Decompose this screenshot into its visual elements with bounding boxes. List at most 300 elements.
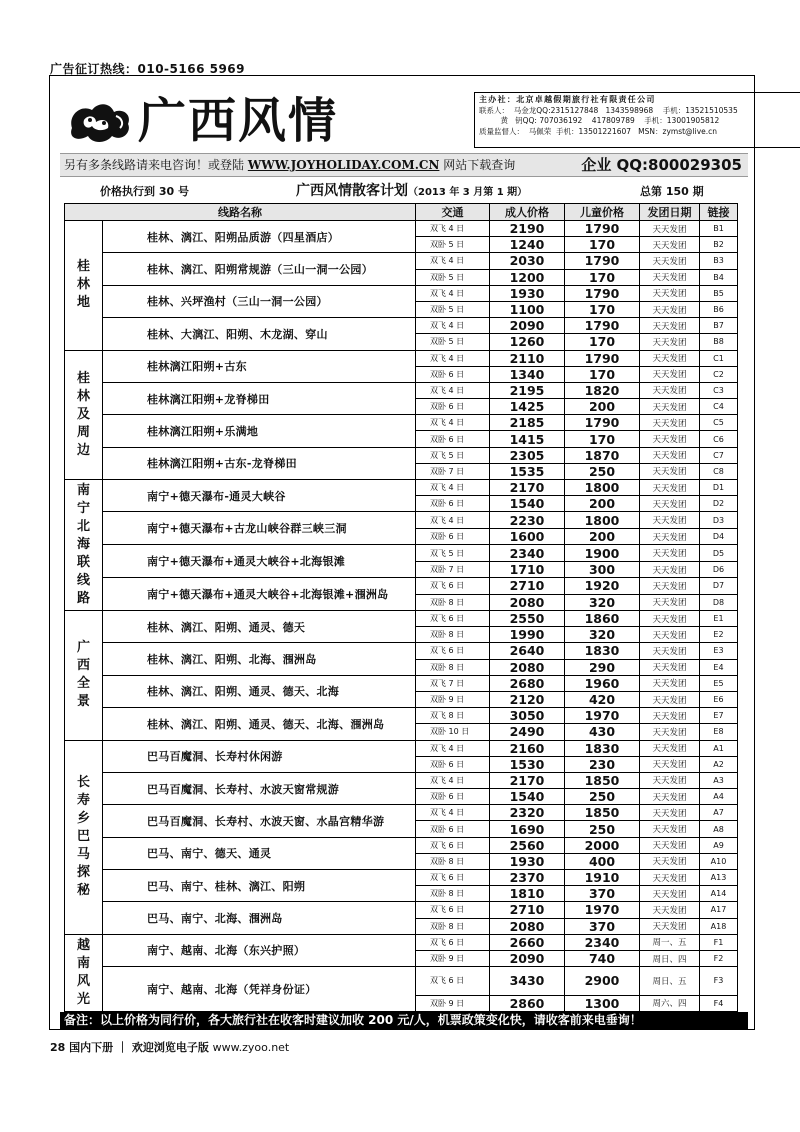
adult-price-cell: 1930 — [490, 853, 565, 869]
departure-cell: 天天发团 — [640, 366, 700, 382]
adult-price-cell: 2640 — [490, 643, 565, 659]
transport-cell: 双卧 8 日 — [416, 659, 490, 675]
route-name: 南宁+德天瀑布-通灵大峡谷 — [103, 480, 416, 512]
transport-cell: 双卧 5 日 — [416, 334, 490, 350]
departure-cell: 天天发团 — [640, 627, 700, 643]
route-code-cell: B5 — [700, 285, 738, 301]
departure-cell: 天天发团 — [640, 918, 700, 934]
adult-price-cell: 2090 — [490, 950, 565, 966]
table-row — [65, 805, 738, 821]
adult-price-cell: 1810 — [490, 886, 565, 902]
table-row — [65, 578, 738, 595]
plan-title — [296, 180, 527, 200]
child-price-cell: 1820 — [565, 382, 640, 398]
table-row — [65, 350, 738, 366]
route-name: 南宁、越南、北海（凭祥身份证） — [103, 967, 416, 1012]
adult-price-cell: 2490 — [490, 724, 565, 740]
route-code-cell: A4 — [700, 789, 738, 805]
transport-cell: 双卧 6 日 — [416, 366, 490, 382]
transport-cell: 双卧 5 日 — [416, 269, 490, 285]
header-child-price: 儿童价格 — [565, 204, 640, 221]
child-price-cell: 740 — [565, 950, 640, 966]
adult-price-cell: 1710 — [490, 561, 565, 577]
adult-price-cell: 1990 — [490, 627, 565, 643]
dragon-logo-icon — [66, 98, 136, 146]
adult-price-cell: 2710 — [490, 902, 565, 918]
departure-cell: 天天发团 — [640, 269, 700, 285]
route-name: 桂林、漓江、阳朔、通灵、德天、北海、涠洲岛 — [103, 708, 416, 740]
transport-cell: 双飞 6 日 — [416, 837, 490, 853]
table-body — [65, 221, 738, 1012]
table-row — [65, 611, 738, 627]
adult-price-cell: 1200 — [490, 269, 565, 285]
route-code-cell: D8 — [700, 594, 738, 610]
adult-price-cell: 1240 — [490, 237, 565, 253]
transport-cell: 双卧 7 日 — [416, 463, 490, 479]
route-code-cell: B7 — [700, 318, 738, 334]
departure-cell: 天天发团 — [640, 853, 700, 869]
route-name: 桂林、大漓江、阳朔、木龙湖、穿山 — [103, 318, 416, 350]
departure-cell: 天天发团 — [640, 463, 700, 479]
transport-cell: 双飞 4 日 — [416, 382, 490, 398]
route-code-cell: D6 — [700, 561, 738, 577]
route-code-cell: E8 — [700, 724, 738, 740]
route-name: 桂林漓江阳朔+龙脊梯田 — [103, 382, 416, 414]
page-number: 28 — [50, 1041, 66, 1054]
departure-cell: 天天发团 — [640, 886, 700, 902]
child-price-cell: 1850 — [565, 772, 640, 788]
route-code-cell: E7 — [700, 708, 738, 724]
departure-cell: 天天发团 — [640, 285, 700, 301]
route-code-cell: E6 — [700, 691, 738, 707]
route-name: 南宁+德天瀑布+通灵大峡谷+北海银滩+涠洲岛 — [103, 578, 416, 611]
departure-cell: 天天发团 — [640, 691, 700, 707]
transport-cell: 双飞 6 日 — [416, 870, 490, 886]
route-code-cell: D4 — [700, 529, 738, 545]
child-price-cell: 320 — [565, 594, 640, 610]
child-price-cell: 2340 — [565, 934, 640, 950]
child-price-cell: 430 — [565, 724, 640, 740]
transport-cell: 双飞 6 日 — [416, 578, 490, 595]
route-code-cell: F2 — [700, 950, 738, 966]
child-price-cell: 2000 — [565, 837, 640, 853]
adult-price-cell: 2305 — [490, 447, 565, 463]
departure-cell: 天天发团 — [640, 350, 700, 366]
child-price-cell: 1790 — [565, 253, 640, 269]
route-code-cell: A2 — [700, 756, 738, 772]
child-price-cell: 1800 — [565, 512, 640, 529]
child-price-cell: 200 — [565, 496, 640, 512]
transport-cell: 双飞 6 日 — [416, 934, 490, 950]
child-price-cell: 1800 — [565, 480, 640, 496]
route-name: 巴马、南宁、桂林、漓江、阳朔 — [103, 870, 416, 902]
adult-price-cell: 2120 — [490, 691, 565, 707]
route-code-cell: A13 — [700, 870, 738, 886]
child-price-cell: 1970 — [565, 708, 640, 724]
route-code-cell: C1 — [700, 350, 738, 366]
transport-cell: 双卧 6 日 — [416, 529, 490, 545]
departure-cell: 天天发团 — [640, 221, 700, 237]
departure-cell: 天天发团 — [640, 399, 700, 415]
header — [60, 90, 748, 152]
departure-cell: 周日、五 — [640, 967, 700, 995]
table-row — [65, 967, 738, 995]
route-code-cell: E2 — [700, 627, 738, 643]
transport-cell: 双飞 6 日 — [416, 611, 490, 627]
child-price-cell: 2900 — [565, 967, 640, 995]
region-label: 南 宁 北 海 联 线 路 — [65, 480, 103, 611]
departure-cell: 天天发团 — [640, 496, 700, 512]
table-row — [65, 708, 738, 724]
transport-cell: 双飞 5 日 — [416, 545, 490, 562]
transport-cell: 双飞 7 日 — [416, 675, 490, 691]
adult-price-cell: 1535 — [490, 463, 565, 479]
child-price-cell: 1790 — [565, 221, 640, 237]
child-price-cell: 170 — [565, 431, 640, 447]
transport-cell: 双飞 5 日 — [416, 447, 490, 463]
route-name: 桂林漓江阳朔+古东 — [103, 350, 416, 382]
header-transport: 交通 — [416, 204, 490, 221]
adult-price-cell: 1600 — [490, 529, 565, 545]
child-price-cell: 1790 — [565, 350, 640, 366]
route-code-cell: B8 — [700, 334, 738, 350]
transport-cell: 双卧 8 日 — [416, 627, 490, 643]
transport-cell: 双卧 5 日 — [416, 237, 490, 253]
departure-cell: 天天发团 — [640, 529, 700, 545]
adult-price-cell: 2660 — [490, 934, 565, 950]
route-code-cell: A18 — [700, 918, 738, 934]
adult-price-cell: 2560 — [490, 837, 565, 853]
remark-bar: 备注：以上价格为同行价，各大旅行社在收客时建议加收 200 元/人，机票政策变化快，请收客前来电垂询！ — [60, 1012, 748, 1029]
departure-cell: 天天发团 — [640, 578, 700, 595]
transport-cell: 双飞 4 日 — [416, 512, 490, 529]
child-price-cell: 170 — [565, 334, 640, 350]
departure-cell: 天天发团 — [640, 659, 700, 675]
route-name: 桂林、漓江、阳朔、通灵、德天 — [103, 611, 416, 643]
transport-cell: 双卧 8 日 — [416, 853, 490, 869]
route-name: 桂林漓江阳朔+乐满地 — [103, 415, 416, 447]
departure-cell: 天天发团 — [640, 545, 700, 562]
table-row — [65, 934, 738, 950]
adult-price-cell: 2550 — [490, 611, 565, 627]
adult-price-cell: 1540 — [490, 789, 565, 805]
transport-cell: 双卧 6 日 — [416, 496, 490, 512]
departure-cell: 天天发团 — [640, 870, 700, 886]
tour-price-table — [64, 203, 738, 1012]
route-code-cell: A1 — [700, 740, 738, 756]
transport-cell: 双飞 4 日 — [416, 253, 490, 269]
adult-price-cell: 2340 — [490, 545, 565, 562]
transport-cell: 双飞 4 日 — [416, 740, 490, 756]
transport-cell: 双飞 8 日 — [416, 708, 490, 724]
adult-price-cell: 2230 — [490, 512, 565, 529]
departure-cell: 天天发团 — [640, 480, 700, 496]
child-price-cell: 170 — [565, 366, 640, 382]
route-code-cell: C2 — [700, 366, 738, 382]
footer-url[interactable]: www.zyoo.net — [212, 1041, 290, 1054]
table-row — [65, 480, 738, 496]
route-code-cell: E3 — [700, 643, 738, 659]
adult-price-cell: 1690 — [490, 821, 565, 837]
route-code-cell: D2 — [700, 496, 738, 512]
transport-cell: 双卧 6 日 — [416, 821, 490, 837]
departure-cell: 天天发团 — [640, 561, 700, 577]
adult-price-cell: 2170 — [490, 480, 565, 496]
table-row — [65, 870, 738, 886]
child-price-cell: 370 — [565, 918, 640, 934]
adult-price-cell: 1425 — [490, 399, 565, 415]
region-label: 越 南 风 光 — [65, 934, 103, 1011]
adult-price-cell: 1340 — [490, 366, 565, 382]
transport-cell: 双卧 9 日 — [416, 950, 490, 966]
route-code-cell: D1 — [700, 480, 738, 496]
adult-price-cell: 2710 — [490, 578, 565, 595]
route-code-cell: E1 — [700, 611, 738, 627]
promo-text-group — [64, 154, 515, 176]
child-price-cell: 1300 — [565, 995, 640, 1011]
route-code-cell: B6 — [700, 301, 738, 317]
child-price-cell: 250 — [565, 789, 640, 805]
transport-cell: 双卧 7 日 — [416, 561, 490, 577]
adult-price-cell: 3430 — [490, 967, 565, 995]
region-label: 长 寿 乡 巴 马 探 秘 — [65, 740, 103, 934]
departure-cell: 天天发团 — [640, 447, 700, 463]
price-validity: 价格执行到 30 号 — [100, 185, 189, 198]
transport-cell: 双飞 6 日 — [416, 967, 490, 995]
route-name: 桂林、漓江、阳朔、通灵、德天、北海 — [103, 675, 416, 707]
child-price-cell: 400 — [565, 853, 640, 869]
route-code-cell: A14 — [700, 886, 738, 902]
child-price-cell: 250 — [565, 821, 640, 837]
route-name: 巴马、南宁、北海、涠洲岛 — [103, 902, 416, 934]
transport-cell: 双卧 6 日 — [416, 399, 490, 415]
transport-cell: 双飞 4 日 — [416, 350, 490, 366]
page-footer — [50, 1039, 289, 1055]
route-name: 巴马百魔洞、长寿村、水波天窗、水晶宫精华游 — [103, 805, 416, 837]
adult-price-cell: 2680 — [490, 675, 565, 691]
route-name: 南宁+德天瀑布+古龙山峡谷群三峡三洞 — [103, 512, 416, 545]
adult-price-cell: 2110 — [490, 350, 565, 366]
table-row — [65, 740, 738, 756]
table-row — [65, 285, 738, 301]
table-row — [65, 643, 738, 659]
table-row — [65, 772, 738, 788]
transport-cell: 双飞 4 日 — [416, 318, 490, 334]
website-link[interactable]: WWW.JOYHOLIDAY.COM.CN — [247, 158, 440, 172]
header-adult-price: 成人价格 — [490, 204, 565, 221]
departure-cell: 天天发团 — [640, 821, 700, 837]
adult-price-cell: 2185 — [490, 415, 565, 431]
transport-cell: 双飞 4 日 — [416, 805, 490, 821]
child-price-cell: 1790 — [565, 318, 640, 334]
table-row — [65, 382, 738, 398]
transport-cell: 双卧 8 日 — [416, 594, 490, 610]
transport-cell: 双卧 9 日 — [416, 691, 490, 707]
route-name: 南宁+德天瀑布+通灵大峡谷+北海银滩 — [103, 545, 416, 578]
child-price-cell: 170 — [565, 269, 640, 285]
table-row — [65, 902, 738, 918]
transport-cell: 双卧 6 日 — [416, 431, 490, 447]
table-row — [65, 221, 738, 237]
departure-cell: 天天发团 — [640, 837, 700, 853]
plan-subtitle — [60, 180, 748, 200]
route-code-cell: C7 — [700, 447, 738, 463]
departure-cell: 天天发团 — [640, 772, 700, 788]
transport-cell: 双飞 4 日 — [416, 772, 490, 788]
route-code-cell: B4 — [700, 269, 738, 285]
departure-cell: 天天发团 — [640, 902, 700, 918]
child-price-cell: 1970 — [565, 902, 640, 918]
table-row — [65, 447, 738, 463]
route-name: 桂林、兴坪渔村（三山一洞一公园） — [103, 285, 416, 317]
route-name: 南宁、越南、北海（东兴护照） — [103, 934, 416, 966]
departure-cell: 天天发团 — [640, 675, 700, 691]
issue-number: 总第 150 期 — [640, 185, 704, 198]
child-price-cell: 170 — [565, 301, 640, 317]
child-price-cell: 1870 — [565, 447, 640, 463]
transport-cell: 双卧 5 日 — [416, 301, 490, 317]
adult-price-cell: 2195 — [490, 382, 565, 398]
route-code-cell: F4 — [700, 995, 738, 1011]
transport-cell: 双飞 4 日 — [416, 480, 490, 496]
departure-cell: 天天发团 — [640, 789, 700, 805]
child-price-cell: 170 — [565, 237, 640, 253]
table-header-row — [65, 204, 738, 221]
route-code-cell: C8 — [700, 463, 738, 479]
departure-cell: 周六、四 — [640, 995, 700, 1011]
enterprise-qq: 企业 QQ:800029305 — [581, 156, 742, 174]
adult-price-cell: 2090 — [490, 318, 565, 334]
departure-cell: 天天发团 — [640, 805, 700, 821]
adult-price-cell: 2080 — [490, 594, 565, 610]
transport-cell: 双飞 4 日 — [416, 285, 490, 301]
plan-title-text: 广西风情散客计划 — [296, 183, 408, 199]
route-code-cell: B1 — [700, 221, 738, 237]
adult-price-cell: 2080 — [490, 659, 565, 675]
table-row — [65, 318, 738, 334]
agency-quality-supervisor: 质量监督人： 马佩荣 手机：13501221607 MSN：zymst@live.cn — [479, 126, 718, 136]
transport-cell: 双卧 8 日 — [416, 918, 490, 934]
agency-sponsor: 主办社：北京卓越假期旅行社有限责任公司 — [479, 95, 656, 104]
route-code-cell: B3 — [700, 253, 738, 269]
departure-cell: 天天发团 — [640, 301, 700, 317]
header-code: 链接 — [700, 204, 738, 221]
adult-price-cell: 1100 — [490, 301, 565, 317]
child-price-cell: 420 — [565, 691, 640, 707]
route-code-cell: F3 — [700, 967, 738, 995]
adult-price-cell: 2030 — [490, 253, 565, 269]
adult-price-cell: 2170 — [490, 772, 565, 788]
adult-price-cell: 2370 — [490, 870, 565, 886]
adult-price-cell: 1415 — [490, 431, 565, 447]
child-price-cell: 1850 — [565, 805, 640, 821]
route-name: 巴马百魔洞、长寿村休闲游 — [103, 740, 416, 772]
departure-cell: 天天发团 — [640, 611, 700, 627]
departure-cell: 天天发团 — [640, 237, 700, 253]
route-code-cell: F1 — [700, 934, 738, 950]
route-code-cell: A3 — [700, 772, 738, 788]
departure-cell: 天天发团 — [640, 318, 700, 334]
table-row — [65, 545, 738, 562]
ad-hotline: 广告征订热线：010-5166 5969 — [50, 62, 246, 76]
departure-cell: 天天发团 — [640, 594, 700, 610]
adult-price-cell: 3050 — [490, 708, 565, 724]
adult-price-cell: 2190 — [490, 221, 565, 237]
route-code-cell: C4 — [700, 399, 738, 415]
departure-cell: 周一、五 — [640, 934, 700, 950]
route-code-cell: B2 — [700, 237, 738, 253]
transport-cell: 双卧 10 日 — [416, 724, 490, 740]
departure-cell: 天天发团 — [640, 382, 700, 398]
route-name: 桂林、漓江、阳朔、北海、涠洲岛 — [103, 643, 416, 675]
promo-after: 网站下载查询 — [439, 158, 516, 172]
child-price-cell: 1790 — [565, 285, 640, 301]
departure-cell: 天天发团 — [640, 724, 700, 740]
table-row — [65, 837, 738, 853]
plan-issue: （2013 年 3 月第 1 期） — [408, 187, 528, 198]
child-price-cell: 290 — [565, 659, 640, 675]
header-route: 线路名称 — [65, 204, 416, 221]
transport-cell: 双飞 4 日 — [416, 221, 490, 237]
region-label: 桂 林 及 周 边 — [65, 350, 103, 480]
transport-cell: 双飞 6 日 — [416, 902, 490, 918]
route-code-cell: A10 — [700, 853, 738, 869]
departure-cell: 天天发团 — [640, 334, 700, 350]
route-code-cell: D5 — [700, 545, 738, 562]
route-name: 桂林漓江阳朔+古东-龙脊梯田 — [103, 447, 416, 479]
departure-cell: 周日、四 — [640, 950, 700, 966]
transport-cell: 双飞 6 日 — [416, 643, 490, 659]
transport-cell: 双卧 9 日 — [416, 995, 490, 1011]
child-price-cell: 1790 — [565, 415, 640, 431]
adult-price-cell: 2320 — [490, 805, 565, 821]
table-row — [65, 253, 738, 269]
route-name: 桂林、漓江、阳朔常规游（三山一洞一公园） — [103, 253, 416, 285]
route-code-cell: A7 — [700, 805, 738, 821]
route-code-cell: C5 — [700, 415, 738, 431]
transport-cell: 双卧 6 日 — [416, 756, 490, 772]
transport-cell: 双卧 6 日 — [416, 789, 490, 805]
agency-contact-2: 黄 钥QQ: 707036192 417809789 手机：13001905812 — [479, 116, 720, 125]
route-name: 巴马、南宁、德天、通灵 — [103, 837, 416, 869]
child-price-cell: 1830 — [565, 643, 640, 659]
child-price-cell: 250 — [565, 463, 640, 479]
agency-contact-1: 联系人： 马金龙QQ:2315127848 1343598968 手机：13521510535 — [479, 105, 738, 115]
adult-price-cell: 1540 — [490, 496, 565, 512]
adult-price-cell: 2080 — [490, 918, 565, 934]
footer-text: 国内下册 ｜ 欢迎浏览电子版 — [69, 1041, 209, 1054]
child-price-cell: 1920 — [565, 578, 640, 595]
route-code-cell: A8 — [700, 821, 738, 837]
adult-price-cell: 1930 — [490, 285, 565, 301]
route-code-cell: C6 — [700, 431, 738, 447]
departure-cell: 天天发团 — [640, 512, 700, 529]
route-code-cell: D3 — [700, 512, 738, 529]
transport-cell: 双卧 8 日 — [416, 886, 490, 902]
departure-cell: 天天发团 — [640, 431, 700, 447]
header-departure: 发团日期 — [640, 204, 700, 221]
adult-price-cell: 1530 — [490, 756, 565, 772]
table-row — [65, 512, 738, 529]
adult-price-cell: 2160 — [490, 740, 565, 756]
child-price-cell: 1960 — [565, 675, 640, 691]
region-label: 广 西 全 景 — [65, 611, 103, 741]
child-price-cell: 200 — [565, 399, 640, 415]
departure-cell: 天天发团 — [640, 708, 700, 724]
departure-cell: 天天发团 — [640, 740, 700, 756]
route-code-cell: E4 — [700, 659, 738, 675]
table-row — [65, 675, 738, 691]
